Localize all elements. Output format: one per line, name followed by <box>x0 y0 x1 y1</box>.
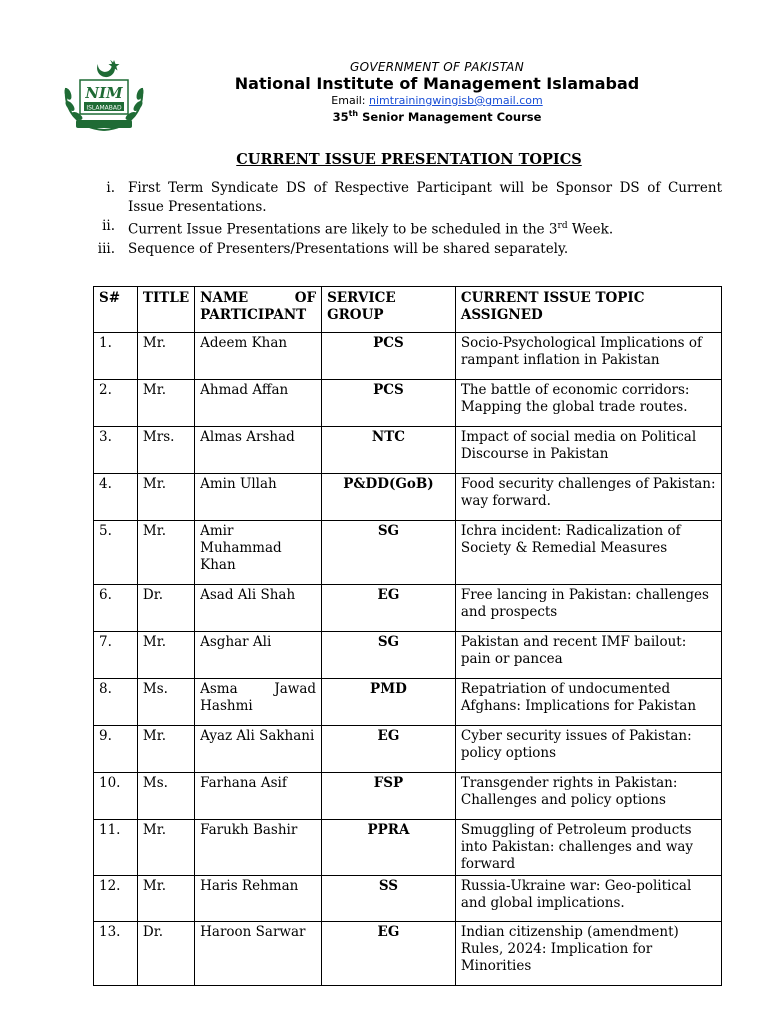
cell-sno: 11. <box>94 820 138 876</box>
cell-title: Ms. <box>137 679 194 726</box>
cell-service-group: SG <box>322 521 456 585</box>
cell-topic: Food security challenges of Pakistan: way forward. <box>455 474 721 521</box>
cell-name: Asma Jawad Hashmi <box>195 679 322 726</box>
instruction-item <box>80 179 722 217</box>
instruction-item <box>80 240 722 259</box>
cell-topic: Smuggling of Petroleum products into Pakistan: challenges and way forward <box>455 820 721 876</box>
header-sno: S# <box>94 287 138 333</box>
cell-name: Amir Muhammad Khan <box>195 521 322 585</box>
table-row <box>94 876 722 922</box>
government-label: GOVERNMENT OF PAKISTAN <box>350 60 524 74</box>
table-row <box>94 632 722 679</box>
instruction-item <box>80 217 722 240</box>
cell-service-group: EG <box>322 922 456 986</box>
course-suffix: th <box>348 109 359 118</box>
cell-sno: 12. <box>94 876 138 922</box>
cell-topic: Indian citizenship (amendment) Rules, 2024: Implication for Minorities <box>455 922 721 986</box>
cell-sno: 1. <box>94 333 138 380</box>
instructions-list <box>80 179 722 259</box>
instruction-number: i. <box>106 180 115 196</box>
cell-sno: 3. <box>94 427 138 474</box>
instruction-text: Sequence of Presenters/Presentations will be shared separately. <box>128 240 569 257</box>
cell-topic: Cyber security issues of Pakistan: policy options <box>455 726 721 773</box>
cell-name: Ayaz Ali Sakhani <box>195 726 322 773</box>
cell-topic: Pakistan and recent IMF bailout: pain or pancea <box>455 632 721 679</box>
cell-topic: Ichra incident: Radicalization of Society & Remedial Measures <box>455 521 721 585</box>
cell-name: Adeem Khan <box>195 333 322 380</box>
cell-service-group: PPRA <box>322 820 456 876</box>
topics-table <box>93 286 722 986</box>
cell-title: Dr. <box>137 922 194 986</box>
cell-title: Mr. <box>137 521 194 585</box>
cell-title: Mr. <box>137 876 194 922</box>
cell-service-group: NTC <box>322 427 456 474</box>
cell-topic: The battle of economic corridors: Mapping the global trade routes. <box>455 380 721 427</box>
cell-name: Amin Ullah <box>195 474 322 521</box>
cell-service-group: P&DD(GoB) <box>322 474 456 521</box>
table-row <box>94 679 722 726</box>
cell-name: Farukh Bashir <box>195 820 322 876</box>
cell-service-group: SS <box>322 876 456 922</box>
cell-sno: 10. <box>94 773 138 820</box>
table-row <box>94 474 722 521</box>
cell-service-group: EG <box>322 726 456 773</box>
cell-topic: Socio-Psychological Implications of rampant inflation in Pakistan <box>455 333 721 380</box>
cell-name: Asghar Ali <box>195 632 322 679</box>
table-row <box>94 427 722 474</box>
email-label: Email: <box>331 94 370 107</box>
email-line <box>106 94 768 107</box>
cell-title: Ms. <box>137 773 194 820</box>
institute-name: National Institute of Management Islamabad <box>234 74 640 93</box>
table-row <box>94 380 722 427</box>
cell-title: Mr. <box>137 820 194 876</box>
cell-service-group: FSP <box>322 773 456 820</box>
instruction-number: ii. <box>102 218 115 234</box>
document-title: CURRENT ISSUE PRESENTATION TOPICS <box>236 151 582 168</box>
cell-title: Mr. <box>137 726 194 773</box>
email-link[interactable]: nimtrainingwingisb@gmail.com <box>369 94 543 107</box>
cell-sno: 2. <box>94 380 138 427</box>
cell-title: Mr. <box>137 632 194 679</box>
cell-name: Asad Ali Shah <box>195 585 322 632</box>
course-name <box>106 107 768 124</box>
cell-name: Ahmad Affan <box>195 380 322 427</box>
cell-topic: Impact of social media on Political Discourse in Pakistan <box>455 427 721 474</box>
cell-service-group: SG <box>322 632 456 679</box>
logo-subtext: ISLAMABAD <box>86 104 122 112</box>
cell-title: Mrs. <box>137 427 194 474</box>
cell-title: Mr. <box>137 380 194 427</box>
cell-title: Mr. <box>137 333 194 380</box>
cell-sno: 4. <box>94 474 138 521</box>
cell-sno: 8. <box>94 679 138 726</box>
cell-sno: 5. <box>94 521 138 585</box>
cell-topic: Russia-Ukraine war: Geo-political and global implications. <box>455 876 721 922</box>
table-row <box>94 922 722 986</box>
cell-title: Dr. <box>137 585 194 632</box>
table-row <box>94 726 722 773</box>
cell-name: Haroon Sarwar <box>195 922 322 986</box>
cell-title: Mr. <box>137 474 194 521</box>
instruction-text: First Term Syndicate DS of Respective Participant will be Sponsor DS of Current Issue Presentations. <box>128 180 722 215</box>
course-title: Senior Management Course <box>358 109 542 124</box>
table-row <box>94 333 722 380</box>
logo-text: NIM <box>85 84 123 102</box>
cell-sno: 13. <box>94 922 138 986</box>
table-row <box>94 521 722 585</box>
instruction-text: Current Issue Presentations are likely to be scheduled in the 3rd Week. <box>128 221 614 238</box>
cell-service-group: EG <box>322 585 456 632</box>
cell-service-group: PMD <box>322 679 456 726</box>
cell-name: Farhana Asif <box>195 773 322 820</box>
cell-service-group: PCS <box>322 333 456 380</box>
table-row <box>94 585 722 632</box>
cell-service-group: PCS <box>322 380 456 427</box>
cell-topic: Free lancing in Pakistan: challenges and prospects <box>455 585 721 632</box>
table-row <box>94 820 722 876</box>
cell-name: Haris Rehman <box>195 876 322 922</box>
cell-sno: 9. <box>94 726 138 773</box>
header-service-group: SERVICE GROUP <box>322 287 456 333</box>
cell-topic: Repatriation of undocumented Afghans: Implications for Pakistan <box>455 679 721 726</box>
letterhead <box>0 60 768 124</box>
header-topic: CURRENT ISSUE TOPIC ASSIGNED <box>455 287 721 333</box>
table-row <box>94 773 722 820</box>
cell-sno: 7. <box>94 632 138 679</box>
cell-topic: Transgender rights in Pakistan: Challenges and policy options <box>455 773 721 820</box>
cell-sno: 6. <box>94 585 138 632</box>
instruction-number: iii. <box>97 240 115 257</box>
table-header-row <box>94 287 722 333</box>
cell-name: Almas Arshad <box>195 427 322 474</box>
header-name: NAME OF PARTICIPANT <box>195 287 322 333</box>
course-number: 35 <box>332 109 349 124</box>
header-title: TITLE <box>137 287 194 333</box>
